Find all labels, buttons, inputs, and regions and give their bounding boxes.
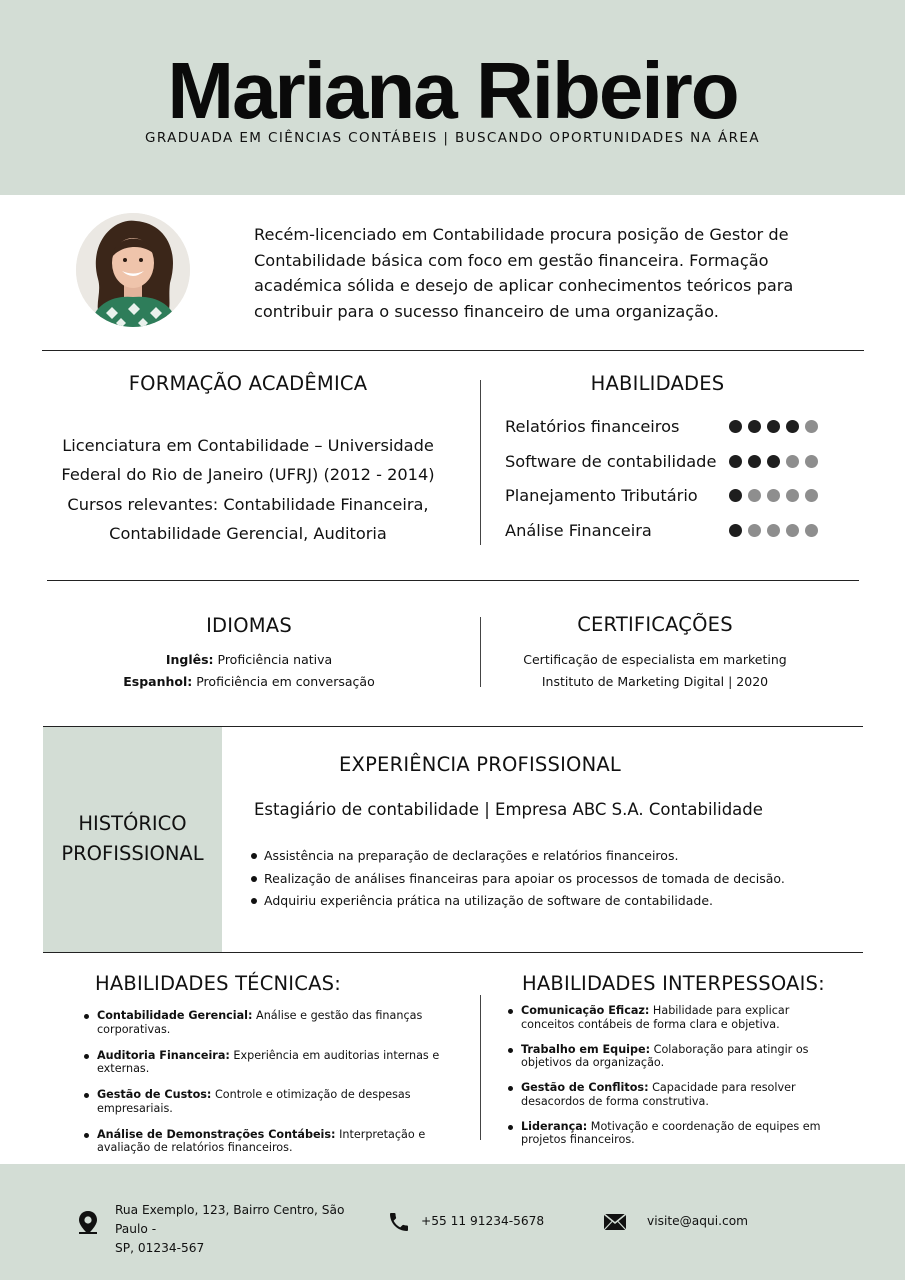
skill-dot-empty (805, 489, 818, 502)
experience-bullet: Realização de análises financeiras para apoiar os processos de tomada de decisão. (250, 868, 810, 891)
skill-dot-empty (805, 524, 818, 537)
skill-dot-filled (748, 455, 761, 468)
phone-icon (387, 1210, 411, 1234)
skill-level-dots (729, 489, 818, 503)
skill-row (505, 519, 835, 543)
divider-languages-certs (480, 617, 481, 687)
interpersonal-skill-text: Colaboração para atingir os objetivos da organização. (521, 1042, 809, 1070)
language-item (90, 671, 408, 693)
technical-skill-label: Gestão de Custos: (97, 1088, 212, 1102)
skill-dot-empty (786, 524, 799, 537)
technical-skill-label: Análise de Demonstrações Contábeis: (97, 1127, 336, 1141)
history-sidebar-line: PROFISSIONAL (61, 842, 204, 865)
job-title: Estagiário de contabilidade | Empresa ABC S.A. Contabilidade (254, 800, 763, 819)
interpersonal-skill-label: Gestão de Conflitos: (521, 1081, 649, 1095)
language-value: Proficiência em conversação (192, 674, 375, 689)
education-text (58, 431, 438, 548)
interpersonal-skills-title: HABILIDADES INTERPESSOAIS: (522, 972, 825, 995)
interpersonal-skill-item (508, 1004, 846, 1031)
languages-list (90, 649, 408, 693)
technical-skill-item (84, 1049, 454, 1076)
interpersonal-skill-item (508, 1120, 846, 1147)
education-line: Licenciatura em Contabilidade – Universidade (62, 436, 434, 455)
skill-name: Planejamento Tributário (505, 486, 698, 505)
divider-education-skills (480, 380, 481, 545)
interpersonal-skill-item (508, 1081, 846, 1108)
language-label: Inglês: (165, 652, 214, 667)
location-pin-icon (77, 1210, 99, 1236)
header-band (0, 0, 905, 195)
experience-bullets (250, 845, 810, 913)
interpersonal-skills-list (508, 1004, 846, 1158)
skill-dot-empty (767, 489, 780, 502)
history-sidebar (43, 727, 222, 952)
technical-skills-list (84, 1009, 454, 1167)
skill-row (505, 415, 835, 439)
interpersonal-skill-text: Habilidade para explicar conceitos contábeis de forma clara e objetiva. (521, 1004, 790, 1031)
contact-address (115, 1201, 375, 1258)
education-line: Federal do Rio de Janeiro (UFRJ) (2012 - 2014) (61, 465, 435, 485)
profile-photo (76, 213, 190, 327)
skill-dot-filled (767, 420, 780, 433)
technical-skill-text: Interpretação e avaliação de relatórios financeiros. (97, 1127, 426, 1155)
skill-level-dots (729, 524, 818, 538)
divider-tech-inter (480, 995, 481, 1140)
skill-dot-filled (748, 420, 761, 433)
divider-history-bottom (43, 952, 863, 953)
education-title: FORMAÇÃO ACADÊMICA (128, 372, 368, 395)
history-sidebar-title (43, 809, 222, 869)
technical-skill-text: Experiência em auditorias internas e externas. (97, 1048, 440, 1076)
skill-dot-filled (729, 489, 742, 502)
history-sidebar-line: HISTÓRICO (78, 812, 187, 835)
skill-dot-empty (786, 489, 799, 502)
skill-name: Relatórios financeiros (505, 417, 680, 436)
skill-dot-filled (729, 420, 742, 433)
skill-row (505, 484, 835, 508)
headline-tagline: GRADUADA EM CIÊNCIAS CONTÁBEIS | BUSCANDO OPORTUNIDADES NA ÁREA (145, 130, 760, 146)
language-label: Espanhol: (123, 674, 193, 689)
skills-title: HABILIDADES (590, 372, 725, 395)
certification-line: Certificação de especialista em marketing (523, 652, 787, 667)
interpersonal-skill-label: Liderança: (521, 1119, 588, 1133)
skill-dot-filled (767, 455, 780, 468)
technical-skill-label: Auditoria Financeira: (97, 1048, 230, 1062)
skill-dot-empty (767, 524, 780, 537)
technical-skill-item (84, 1009, 454, 1036)
education-line: Cursos relevantes: Contabilidade Financeira, (67, 494, 429, 514)
languages-title: IDIOMAS (206, 614, 292, 637)
experience-title: EXPERIÊNCIA PROFISSIONAL (339, 753, 621, 776)
contact-phone[interactable]: +55 11 91234-5678 (421, 1214, 545, 1228)
skill-name: Software de contabilidade (505, 452, 717, 471)
contact-footer (0, 1164, 905, 1280)
language-item (90, 649, 408, 671)
skill-dot-empty (748, 489, 761, 502)
technical-skills-title: HABILIDADES TÉCNICAS: (95, 972, 341, 995)
experience-bullet: Assistência na preparação de declarações e relatórios financeiros. (250, 845, 810, 868)
interpersonal-skill-label: Comunicação Eficaz: (521, 1004, 650, 1017)
language-value: Proficiência nativa (213, 652, 333, 667)
certifications-list (505, 649, 805, 693)
person-name: Mariana Ribeiro (167, 46, 738, 135)
skill-dot-filled (786, 420, 799, 433)
technical-skill-item (84, 1128, 454, 1155)
skill-dot-filled (729, 524, 742, 537)
technical-skill-item (84, 1088, 454, 1115)
education-line: Contabilidade Gerencial, Auditoria (109, 523, 387, 543)
address-line: SP, 01234-567 (115, 1241, 205, 1255)
portrait-illustration (76, 213, 190, 327)
technical-skill-text: Controle e otimização de despesas empresariais. (97, 1088, 411, 1115)
interpersonal-skill-text: Capacidade para resolver desacordos de forma construtiva. (521, 1081, 796, 1108)
envelope-icon (603, 1213, 627, 1231)
skill-name: Análise Financeira (505, 521, 652, 540)
divider-top (42, 350, 864, 351)
contact-website[interactable]: visite@aqui.com (647, 1214, 749, 1228)
interpersonal-skill-text: Motivação e coordenação de equipes em projetos financeiros. (521, 1119, 821, 1147)
certifications-title: CERTIFICAÇÕES (577, 613, 733, 636)
skill-level-dots (729, 420, 818, 434)
skill-dot-empty (805, 420, 818, 433)
technical-skill-label: Contabilidade Gerencial: (97, 1009, 253, 1022)
certification-line: Instituto de Marketing Digital | 2020 (541, 674, 769, 689)
skill-row (505, 450, 835, 474)
skill-dot-filled (729, 455, 742, 468)
address-line: Rua Exemplo, 123, Bairro Centro, São Paulo - (115, 1203, 345, 1236)
divider-middle (47, 580, 859, 581)
interpersonal-skill-item (508, 1043, 846, 1070)
interpersonal-skill-label: Trabalho em Equipe: (521, 1042, 651, 1056)
experience-bullet: Adquiriu experiência prática na utilização de software de contabilidade. (250, 890, 810, 913)
skill-dot-empty (805, 455, 818, 468)
skill-dot-empty (786, 455, 799, 468)
skill-dot-empty (748, 524, 761, 537)
technical-skill-text: Análise e gestão das finanças corporativas. (97, 1009, 423, 1036)
skill-level-dots (729, 455, 818, 469)
profile-summary: Recém-licenciado em Contabilidade procura posição de Gestor de Contabilidade básica com foco em gestão financeira. Formação académica sólida e desejo de aplicar conhecimentos teóricos para contribuir para o sucesso financeiro de uma organização. (254, 225, 794, 321)
